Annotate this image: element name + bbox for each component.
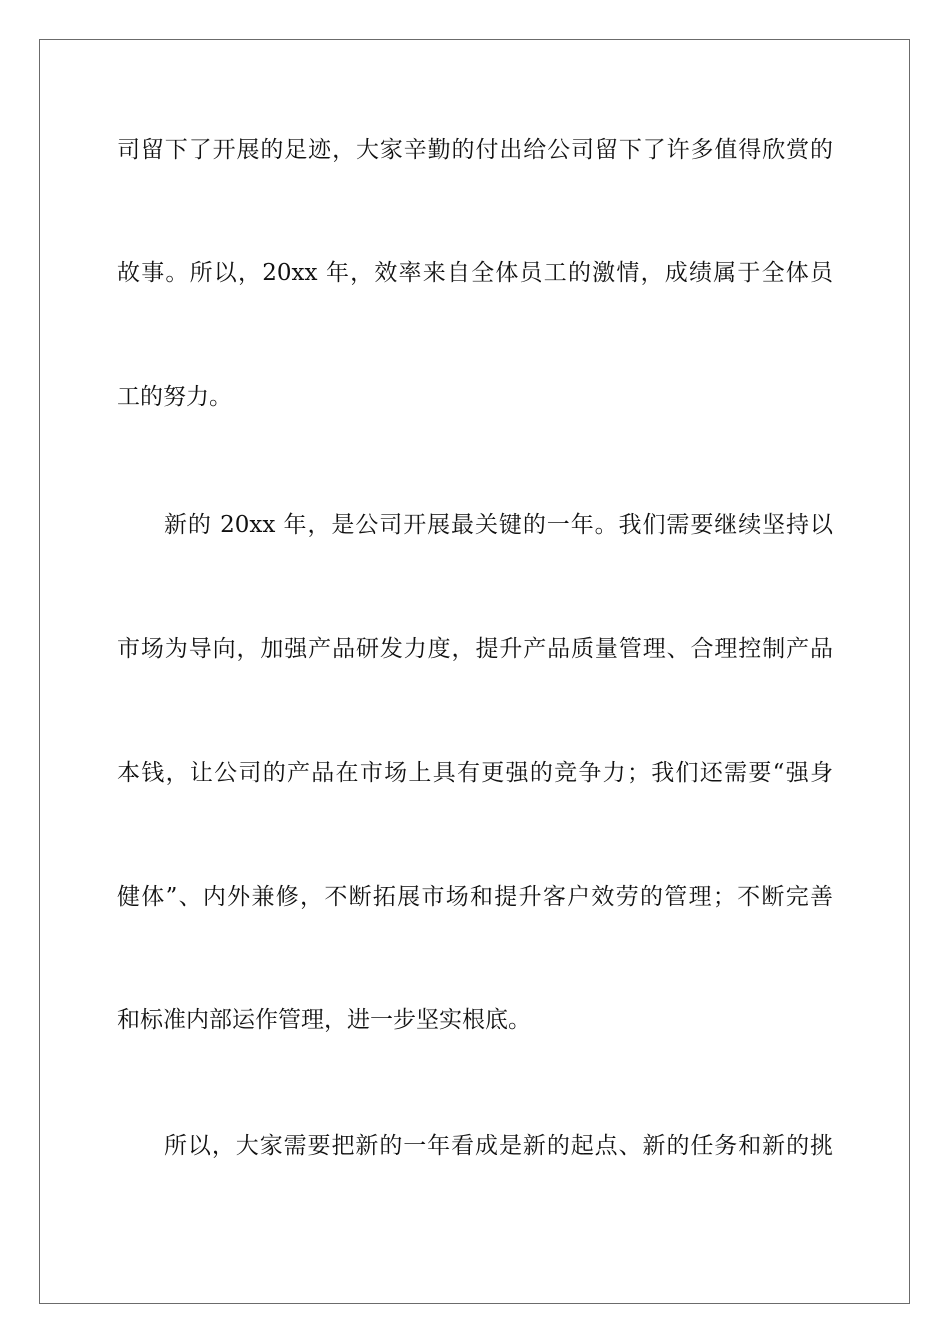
text-line-8: 和标准内部运作管理，进一步坚实根底。 [117,1007,531,1033]
text-line-1: 司留下了开展的足迹，大家辛勤的付出给公司留下了许多值得欣赏的 [117,137,833,163]
text-line-2: 故事。所以，20xx 年，效率来自全体员工的激情，成绩属于全体员 [117,260,833,286]
text-line-9: 所以，大家需要把新的一年看成是新的起点、新的任务和新的挑 [164,1133,833,1159]
text-line-3: 工的努力。 [117,384,232,410]
text-line-4: 新的 20xx 年，是公司开展最关键的一年。我们需要继续坚持以 [164,512,833,538]
text-line-5: 市场为导向，加强产品研发力度，提升产品质量管理、合理控制产品 [117,636,833,662]
text-line-7: 健体”、内外兼修，不断拓展市场和提升客户效劳的管理；不断完善 [117,884,833,910]
page-border [39,39,910,1304]
text-line-6: 本钱，让公司的产品在市场上具有更强的竞争力；我们还需要“强身 [117,760,833,786]
